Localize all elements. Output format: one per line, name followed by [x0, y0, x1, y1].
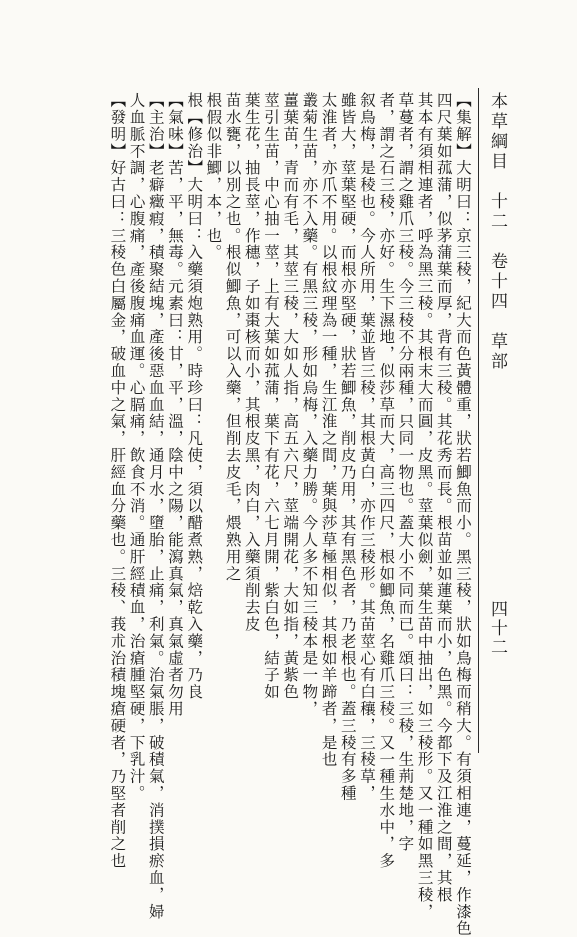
text-column: 太淮者，亦爪不用。以根紋理為一種，生江淮之間，葉與莎草極相似，其根如羊蹄者，是也	[319, 92, 338, 768]
text-column: 莖引生苗，中心抽一莖，上有大葉如菰蒲，葉下有花，六七月開，紫白色，結子如	[262, 92, 280, 701]
text-column: 人血脈不調，心腹痛，產後腹痛血運。心膈痛，飲食不消。通肝經積血，治瘡腫堅硬，下乳汁。	[127, 92, 146, 802]
text-column: 其本有須相連者，呼為黑三稜。其根末大而圓，皮黑。莖葉似劍，葉生苗中抽出，如三稜形。又一種如黑三稜，	[415, 92, 434, 921]
text-column: 者，謂之石三稜，亦好。生下濕地，似莎草而大，高三四尺，根如鯽魚，名雞爪三稜。又一種生水中，多	[377, 92, 396, 870]
text-column: 【發明】好古曰：三稜色白屬金，破血中之氣，肝經血分藥也。三稜、莪朮治積塊瘡硬者，乃堅者削之也	[108, 92, 127, 870]
text-column: 【氣味】苦，平，無毒。元素曰：甘，平，溫，陰中之陽，能瀉真氣，真氣虛者勿用	[166, 92, 184, 718]
text-column: 苗水甕，以別之也。根似鯽魚，可以入藥，但削去皮毛，煨熟用之	[223, 92, 242, 583]
folio-number: 四十二	[487, 600, 507, 657]
text-column: 根假似非鯽，本，也。	[204, 92, 223, 261]
text-column: 四尺葉如菰蒲，似茅蒲葉而厚，背有三稜。其花秀而長。根苗並如蓮葉而小，色黑。今都下及江淮之間，其根	[434, 92, 453, 904]
text-column: 葉生花，抽長莖，作穗，子如棗核而小，其根皮黑，肉白，入藥須削去皮	[242, 92, 261, 633]
header-rule	[478, 88, 479, 753]
text-column: 草蔓者，謂之雞爪三稜。今三稜不分兩種，只同一物也。蓋大小不同而已。頌曰：三稜，生荊楚地，字	[396, 92, 415, 853]
text-column: 【集解】大明曰：京三稜，紀大而色黃體重，狀若鯽魚而小。黑三稜，狀如鳥梅而稍大。有須相連，蔓延，作漆色	[454, 92, 472, 937]
text-column: 根【修治】大明曰：入藥須炮熟用。時珍曰：凡使，須以醋煮熟，焙乾入藥，乃良	[185, 92, 204, 701]
text-column: 薑葉苗，青而有毛，其莖三稜，大如人指，高五六尺，莖端開花，大如指，黃紫色	[281, 92, 300, 701]
text-column: 叢菊生苗，亦不入藥。有黑三稜，形如烏梅，入藥力勝。今人多不知三稜本是一物，	[300, 92, 319, 718]
book-title: 本草綱目 十二 卷十四 草部	[487, 92, 507, 372]
text-column: 叙鳥梅，是稜也。今人所用，葉並皆三稜，其根黃白，亦作三稜形。其苗莖心有白穰，三稜草，	[358, 92, 376, 802]
text-column: 【主治】老癖癥瘕，積聚結塊，產後惡血血結，通月水，墮胎，止痛，利氣。治氣脹，破積氣，消撲損瘀血，婦	[146, 92, 165, 921]
text-column: 雖皆大，莖葉堅硬，而根亦堅硬，狀若鯽魚，削皮乃用，其有黑色者，乃老根也。蓋三稜有多種	[338, 92, 357, 802]
